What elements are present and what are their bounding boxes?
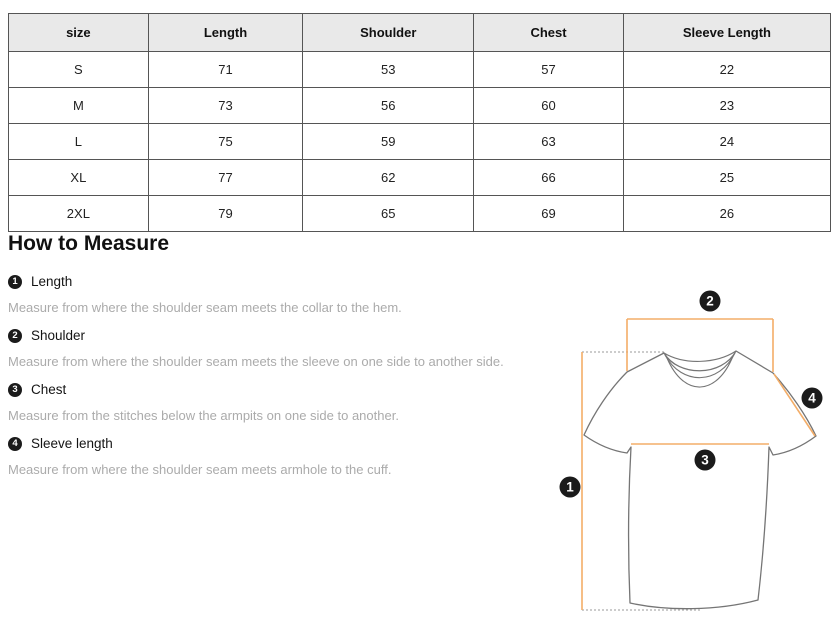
- measure-item-header: [8, 436, 554, 451]
- table-row-m: [9, 88, 831, 124]
- length-cell: 73: [148, 88, 303, 124]
- table-header-row: [9, 14, 831, 52]
- item-number-badge: 3: [8, 383, 22, 397]
- how-to-measure-section: [8, 232, 554, 477]
- measure-item-description: Measure from where the shoulder seam meets the collar to the hem.: [8, 300, 402, 315]
- measure-item-shoulder: [8, 328, 554, 369]
- sleeve-cell: 24: [623, 124, 830, 160]
- shoulder-cell: 65: [303, 196, 474, 232]
- measure-item-header: [8, 274, 554, 289]
- item-number-badge: 2: [8, 329, 22, 343]
- item-number-badge: 1: [8, 275, 22, 289]
- table-row-s: [9, 52, 831, 88]
- measure-item-header: [8, 328, 554, 343]
- measure-item-description: Measure from where the shoulder seam meets the sleeve on one side to another side.: [8, 354, 504, 369]
- badge-number: 1: [566, 479, 574, 495]
- collar-back-arc: [664, 351, 736, 361]
- sleeve-cell: 26: [623, 196, 830, 232]
- measure-item-chest: [8, 382, 554, 423]
- tshirt-measurement-diagram: [554, 279, 834, 624]
- badge-number: 3: [701, 452, 709, 468]
- column-header-shoulder: Shoulder: [303, 14, 474, 52]
- measure-item-length: [8, 274, 554, 315]
- length-cell: 75: [148, 124, 303, 160]
- table-row-2xl: [9, 196, 831, 232]
- column-header-length: Length: [148, 14, 303, 52]
- item-number-badge: 4: [8, 437, 22, 451]
- measure-item-label: Shoulder: [31, 328, 86, 343]
- shoulder-cell: 59: [303, 124, 474, 160]
- size-cell: L: [9, 124, 149, 160]
- shoulder-cell: 62: [303, 160, 474, 196]
- length-cell: 77: [148, 160, 303, 196]
- size-cell: 2XL: [9, 196, 149, 232]
- badge-number: 2: [706, 293, 714, 309]
- size-chart-table: [8, 13, 831, 232]
- chest-cell: 60: [474, 88, 624, 124]
- column-header-sleeve-length: Sleeve Length: [623, 14, 830, 52]
- size-cell: S: [9, 52, 149, 88]
- shoulder-measure-line: [627, 319, 773, 372]
- measure-item-label: Length: [31, 274, 73, 289]
- chest-cell: 57: [474, 52, 624, 88]
- table-row-l: [9, 124, 831, 160]
- table-row-xl: [9, 160, 831, 196]
- diagram-badge-shoulder: [700, 291, 721, 312]
- measure-item-label: Sleeve length: [31, 436, 113, 451]
- sleeve-cell: 23: [623, 88, 830, 124]
- sleeve-cell: 22: [623, 52, 830, 88]
- diagram-badge-chest: [695, 450, 716, 471]
- length-cell: 79: [148, 196, 303, 232]
- measure-item-header: [8, 382, 554, 397]
- section-title: How to Measure: [8, 232, 170, 255]
- shoulder-cell: 56: [303, 88, 474, 124]
- diagram-badge-sleeve: [802, 388, 823, 409]
- sleeve-cell: 25: [623, 160, 830, 196]
- shoulder-cell: 53: [303, 52, 474, 88]
- column-header-size: size: [9, 14, 149, 52]
- measure-item-description: Measure from the stitches below the armpits on one side to another.: [8, 408, 399, 423]
- column-header-chest: Chest: [474, 14, 624, 52]
- chest-cell: 69: [474, 196, 624, 232]
- diagram-badge-length: [560, 477, 581, 498]
- badge-number: 4: [808, 390, 816, 406]
- measure-item-label: Chest: [31, 382, 67, 397]
- measure-item-sleeve-length: [8, 436, 554, 477]
- measure-item-description: Measure from where the shoulder seam meets armhole to the cuff.: [8, 462, 392, 477]
- length-cell: 71: [148, 52, 303, 88]
- size-cell: XL: [9, 160, 149, 196]
- tshirt-outline: [584, 351, 816, 609]
- chest-cell: 66: [474, 160, 624, 196]
- chest-cell: 63: [474, 124, 624, 160]
- collar-rib-arc-2: [667, 356, 733, 387]
- size-cell: M: [9, 88, 149, 124]
